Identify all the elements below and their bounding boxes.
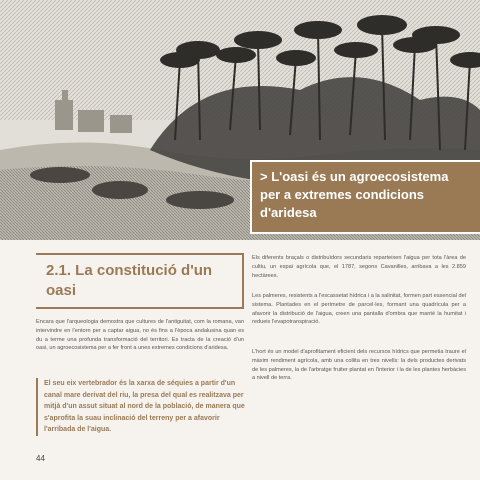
section-heading: 2.1. La constitució d'un oasi <box>46 262 213 299</box>
callout <box>36 378 248 436</box>
intro-paragraph: Encara que l'arqueologia demostra que cultures de l'antiguitat, com la romana, van intervindre en l'entorn per a captar aigua, no és fins a l'època andalusina quan es du a terme una profunda transformació del territori. Es tracta de la creació d'un oasi, un agroecosistema per a fer front a unes extremes condicions d'aridesa. <box>36 319 244 352</box>
callout-text: El seu eix vertebrador és la xarxa de séquies a partir d'un canal mare derivat del riu, la presa del qual es realitzava per mitjà d'un assut situat al nord de la població, de manera que s'aprofita la suau inclinació del terreny per a afavorir l'arribada de l'aigua. <box>44 380 245 434</box>
section-heading-box <box>36 253 244 309</box>
right-paragraph-2: Les palmeres, resistents a l'escassetat hídrica i a la salinitat, formen part essencial del sistema. Plantades en el perímetre de parcel·les, formant una quadrícula per a afavorir la distribució de l'aigua, creen una pantalla d'ombra que manté la humitat i redueix l'evapotranspiració. <box>252 293 466 326</box>
hero-title-box <box>250 160 480 234</box>
right-paragraph-1: Els diferents braçals o distribuïdors secundaris reparteixen l'aigua per tota l'àrea de cultiu, un espai agrícola que, el 1787, segons Cavanilles, arribava a les 2.859 hectàrees. <box>252 255 466 279</box>
hero-title: > L'oasi és un agroecosistema per a extremes condicions d'aridesa <box>260 169 449 220</box>
right-paragraph-3: L'hort és un model d'aprofitament eficient dels recursos hídrics que permetia traure el màxim rendiment agrícola, amb una collita en tres nivells: la dels productes derivats de les palmeres, la de l'arbratge fruiter plantat en l'interior i la de les plantes herbàcies a nivell de terra. <box>252 349 466 382</box>
page-number: 44 <box>36 454 45 463</box>
